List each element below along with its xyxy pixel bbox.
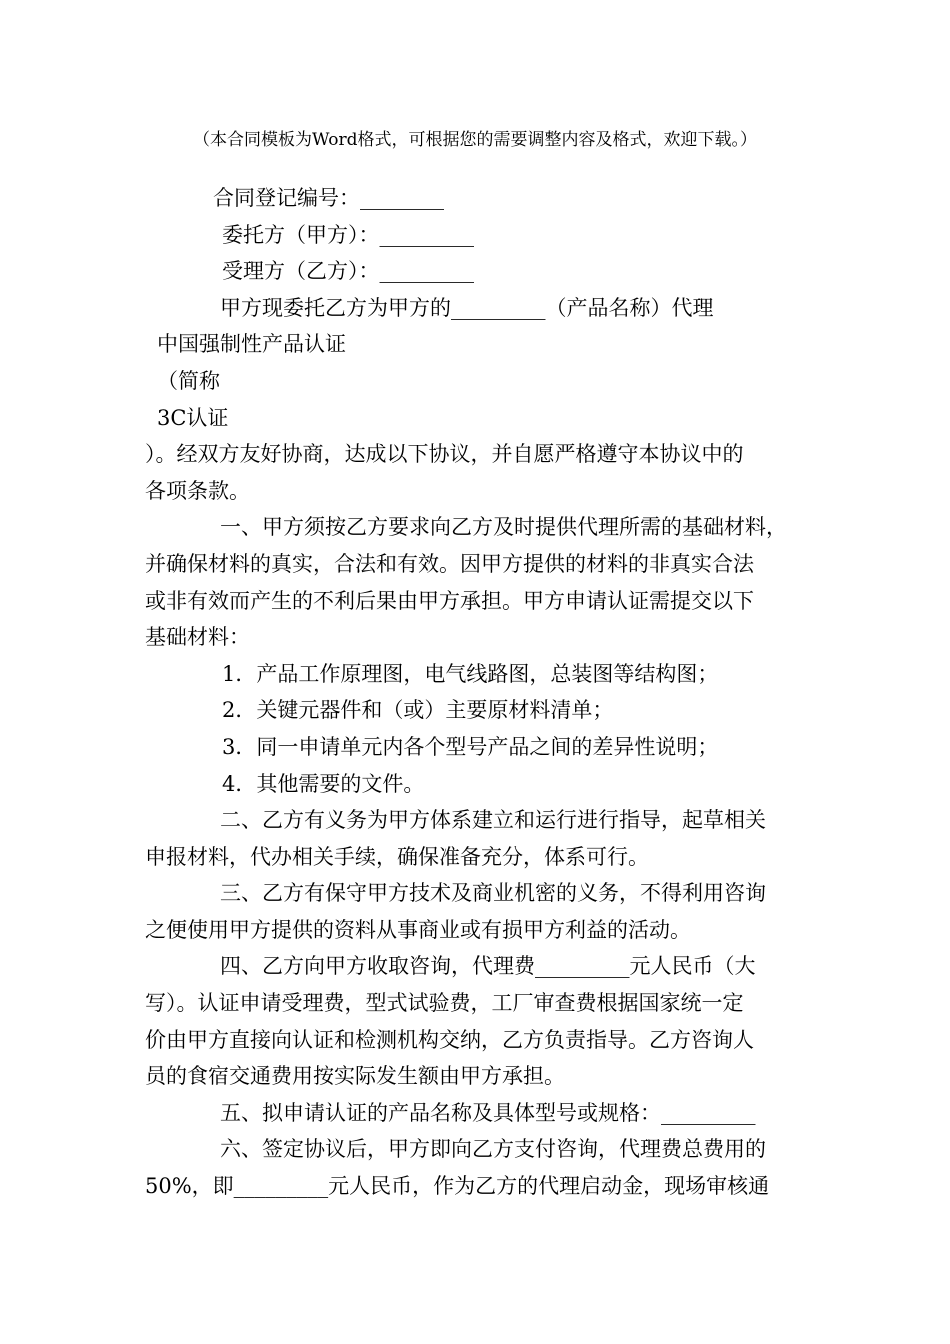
intro-line: 中国强制性产品认证 xyxy=(157,332,346,357)
clause-1-line: 并确保材料的真实，合法和有效。因甲方提供的材料的非真实合法 xyxy=(145,551,754,576)
clause-1-line: 或非有效而产生的不利后果由甲方承担。甲方申请认证需提交以下 xyxy=(145,588,754,613)
clause-4-line: 写）。认证申请受理费，型式试验费，工厂审查费根据国家统一定 xyxy=(145,991,744,1016)
registration-number: 合同登记编号：________ xyxy=(213,186,444,210)
clause-3-line: 之便使用甲方提供的资料从事商业或有损甲方利益的活动。 xyxy=(145,917,691,942)
intro-line: ）。经双方友好协商，达成以下协议，并自愿严格遵守本协议中的 xyxy=(145,442,744,467)
clause-1-line: 一、甲方须按乙方要求向乙方及时提供代理所需的基础材料， xyxy=(220,515,787,540)
clause-4-line: 员的食宿交通费用按实际发生额由甲方承担。 xyxy=(145,1064,565,1089)
party-a-line: 委托方（甲方）：_________ xyxy=(222,222,474,247)
intro-line: 甲方现委托乙方为甲方的_________（产品名称）代理 xyxy=(220,295,714,320)
clause-2-line: 申报材料，代办相关手续，确保准备充分，体系可行。 xyxy=(145,844,649,869)
clause-2-line: 二、乙方有义务为甲方体系建立和运行进行指导，起草相关 xyxy=(220,808,766,833)
intro-line: 各项条款。 xyxy=(145,478,250,503)
clause-6-line: 六、签定协议后，甲方即向乙方支付咨询，代理费总费用的 xyxy=(220,1137,766,1162)
clause-4-line: 价由甲方直接向认证和检测机构交纳，乙方负责指导。乙方咨询人 xyxy=(145,1027,754,1052)
material-item: 3．同一申请单元内各个型号产品之间的差异性说明； xyxy=(222,734,719,759)
clause-1-line: 基础材料： xyxy=(145,625,250,650)
material-item: 4．其他需要的文件。 xyxy=(222,771,425,796)
material-item: 2．关键元器件和（或）主要原材料清单； xyxy=(222,698,614,723)
intro-line: （简称 xyxy=(157,368,220,393)
template-note: （本合同模板为Word格式，可根据您的需要调整内容及格式，欢迎下载。） xyxy=(192,130,758,150)
party-b-line: 受理方（乙方）：_________ xyxy=(222,259,474,284)
intro-line: 3C认证 xyxy=(157,405,229,430)
clause-6-line: 50%，即_________元人民币，作为乙方的代理启动金，现场审核通 xyxy=(145,1174,770,1199)
clause-3-line: 三、乙方有保守甲方技术及商业机密的义务，不得利用咨询 xyxy=(220,881,766,906)
contract-body xyxy=(145,180,810,1205)
material-item: 1．产品工作原理图，电气线路图，总装图等结构图； xyxy=(222,661,719,686)
clause-5-line: 五、拟申请认证的产品名称及具体型号或规格：_________ xyxy=(220,1100,756,1125)
clause-4-line: 四、乙方向甲方收取咨询，代理费_________元人民币（大 xyxy=(220,954,756,979)
